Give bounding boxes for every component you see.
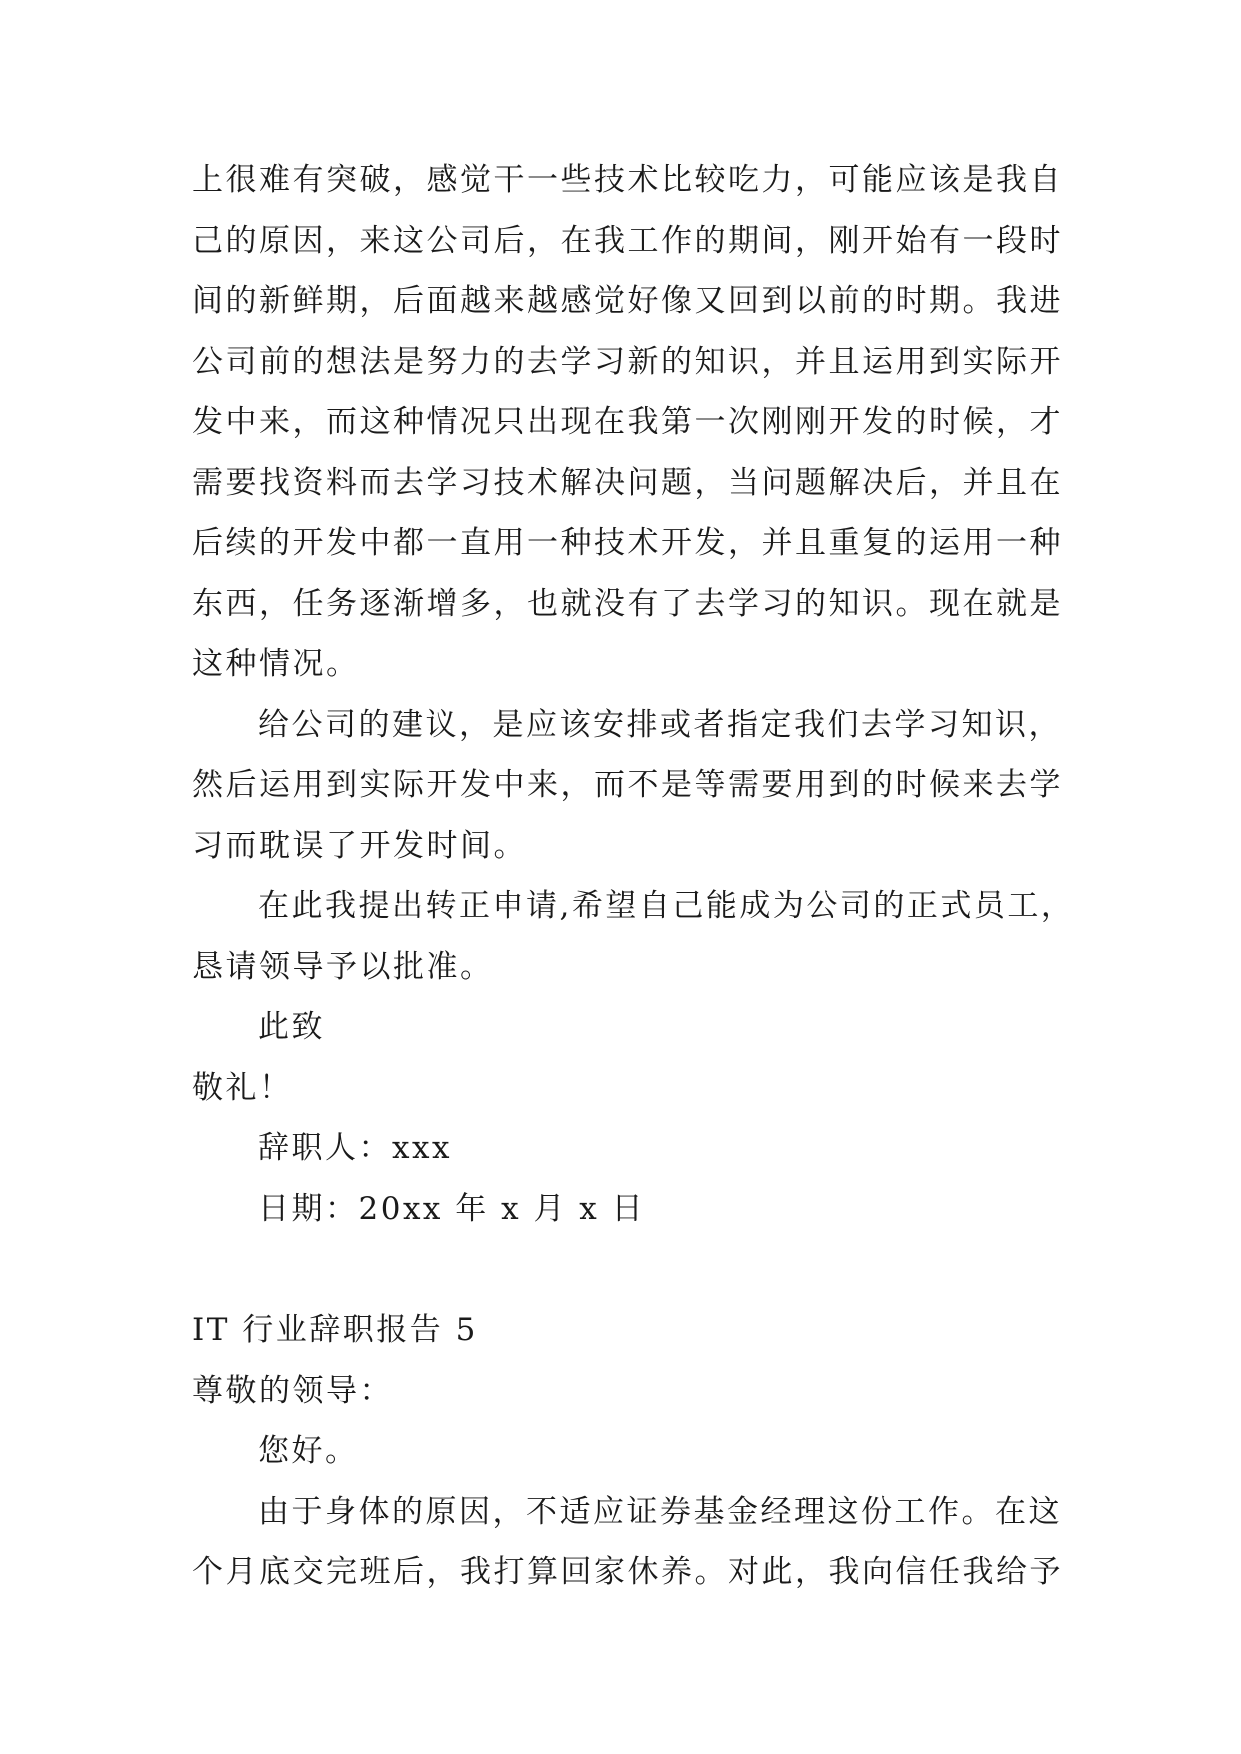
paragraph-line: 这种情况。 [192,646,360,682]
paragraph-line: 发中来，而这种情况只出现在我第一次刚刚开发的时候，才 [192,404,1063,440]
paragraph-line: 后续的开发中都一直用一种技术开发，并且重复的运用一种 [192,525,1063,561]
paragraph-line: 给公司的建议，是应该安排或者指定我们去学习知识， [258,706,1062,743]
paragraph-line: 习而耽误了开发时间。 [192,827,527,864]
closing-salutation: 此致 [258,1009,325,1045]
paragraph-line: 在此我提出转正申请,希望自己能成为公司的正式员工， [258,888,1075,924]
section-gap [192,1239,1072,1300]
paragraph-line: 恳请领导予以批准。 [192,948,494,985]
closing-regards: 敬礼！ [192,1069,293,1106]
paragraph-line: 个月底交完班后，我打算回家休养。对此，我向信任我给予 [192,1554,1063,1590]
paragraph-line: 由于身体的原因，不适应证券基金经理这份工作。在这 [258,1493,1062,1530]
paragraph-line: 东西，任务逐渐增多，也就没有了去学习的知识。现在就是 [192,585,1063,622]
paragraph-line: 上很难有突破，感觉干一些技术比较吃力，可能应该是我自 [192,162,1063,198]
paragraph-line: 间的新鲜期，后面越来越感觉好像又回到以前的时期。我进 [192,283,1063,319]
paragraph-line: 然后运用到实际开发中来，而不是等需要用到的时候来去学 [192,767,1063,803]
greeting-hello: 您好。 [258,1433,359,1469]
document-body [192,150,1075,1603]
signature-line: 辞职人：xxx [258,1130,452,1166]
greeting: 尊敬的领导： [192,1372,393,1409]
paragraph-line: 需要找资料而去学习技术解决问题，当问题解决后，并且在 [192,464,1063,501]
date-line: 日期：20xx 年 x 月 x 日 [258,1190,646,1227]
paragraph-line: 己的原因，来这公司后，在我工作的期间，刚开始有一段时 [192,222,1063,259]
paragraph-line: 公司前的想法是努力的去学习新的知识，并且运用到实际开 [192,343,1063,380]
section-title: IT 行业辞职报告 5 [192,1312,478,1348]
